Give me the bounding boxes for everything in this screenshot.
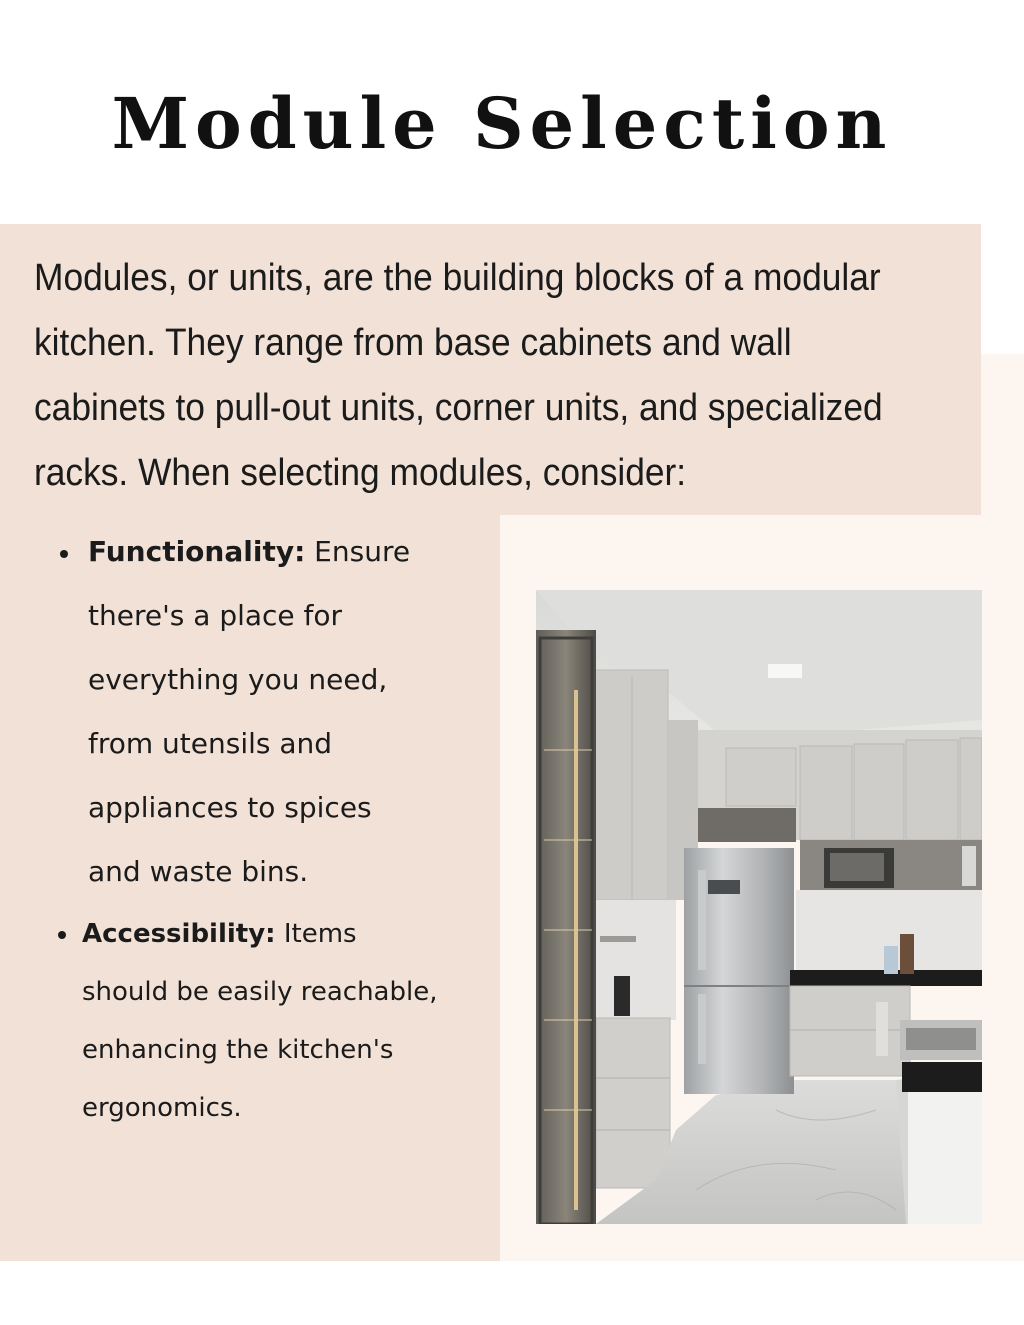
bullet-dot xyxy=(60,550,68,558)
bullet-body: Ensure there's a place for everything you need, from utensils and appliances to spices and waste bins. xyxy=(88,535,411,888)
bullet-body: Items should be easily reachable, enhancing the kitchen's ergonomics. xyxy=(82,919,438,1123)
bullet-text xyxy=(88,520,418,904)
kitchen-photo xyxy=(536,590,982,1224)
bullet-accessibility xyxy=(58,905,488,1137)
intro-paragraph: Modules, or units, are the building blocks of a modular kitchen. They range from base cabinets and wall cabinets to pull-out units, corner units, and specialized racks. When selecting modules, consider: xyxy=(34,257,883,494)
page-title: Module Selection xyxy=(111,82,893,165)
bullet-dot xyxy=(58,931,66,939)
bullet-functionality xyxy=(58,520,478,904)
bullet-text xyxy=(82,905,442,1137)
bullet-term: Accessibility: xyxy=(82,919,276,949)
bullet-term: Functionality: xyxy=(88,535,306,568)
cream-accent-strip xyxy=(981,354,1024,515)
